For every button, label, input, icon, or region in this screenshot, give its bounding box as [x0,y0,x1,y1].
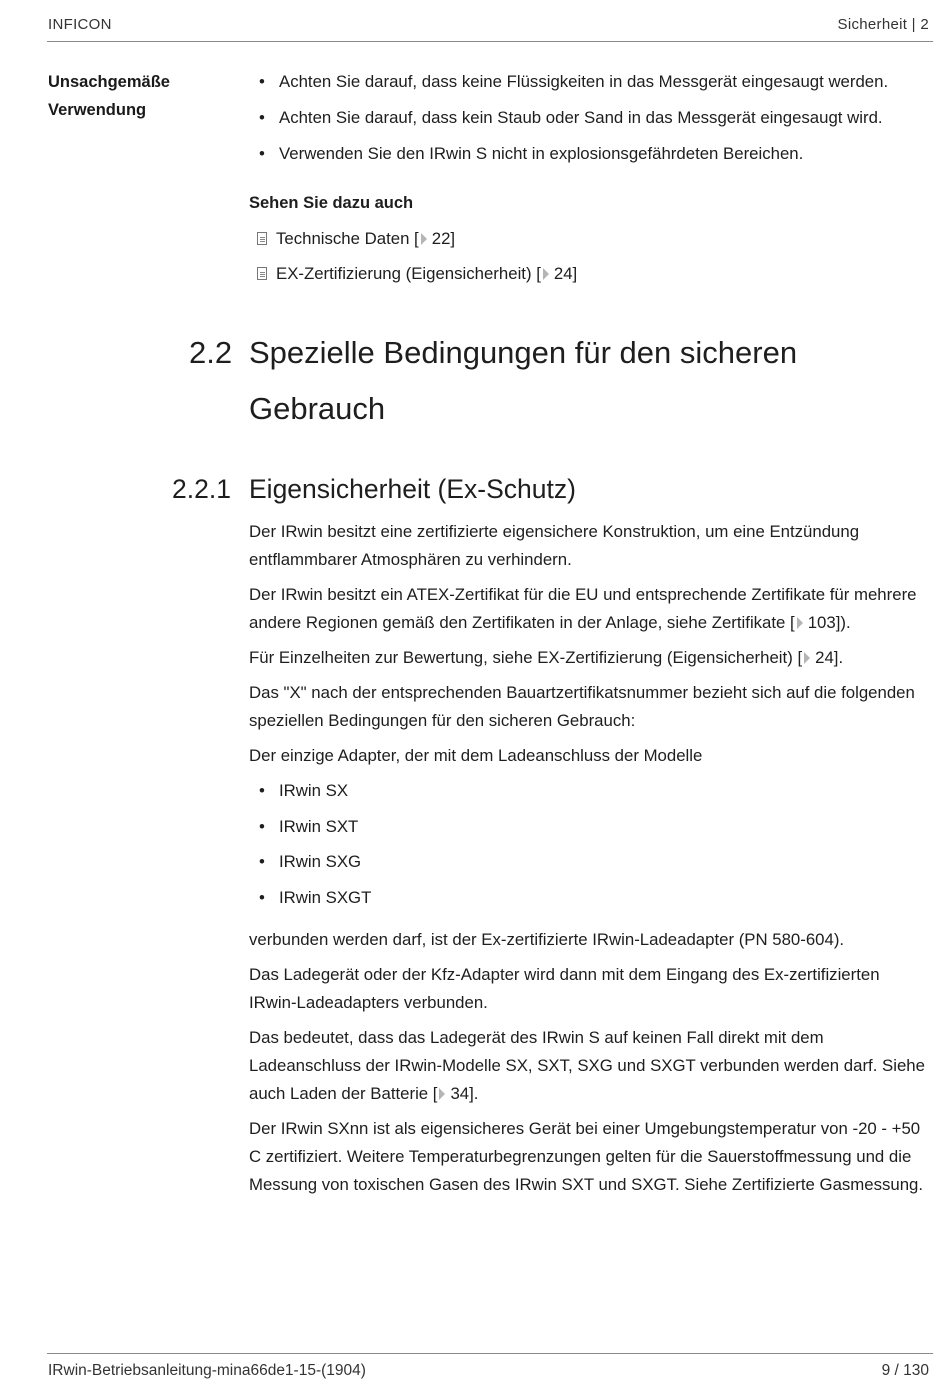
link-page[interactable]: 24] [553,264,578,283]
page-reference-link[interactable]: 103]). [807,613,851,632]
document-id: IRwin-Betriebsanleitung-mina66de1-15-(1904) [48,1362,366,1379]
list-item [259,140,939,176]
link-text[interactable]: EX-Zertifizierung (Eigensicherheit) [ [276,264,541,283]
margin-label-line2: Verwendung [48,101,147,119]
page-reference-link[interactable]: 34]. [450,1084,479,1103]
list-item-text: Achten Sie darauf, dass kein Staub oder Sand in das Messgerät eingesaugt wird. [279,108,883,127]
link-page[interactable]: 22] [431,229,456,248]
model-name: IRwin SXGT [279,887,372,907]
page-footer [47,1353,933,1379]
subsection-number: 2.2.1 [172,474,231,504]
section-title: Spezielle Bedingungen für den sicheren Gebrauch [249,335,798,426]
list-item [259,884,931,920]
see-also-link-ex-certification[interactable] [257,260,577,295]
section-body [249,518,931,1206]
paragraph-text: Für Einzelheiten zur Bewertung, siehe EX-Zertifizierung (Eigensicherheit) [ [249,648,803,667]
bullet-icon: • [259,887,265,907]
list-item [259,777,931,813]
page-arrow-icon [804,652,810,664]
page-header [47,14,933,42]
model-name: IRwin SX [279,781,349,800]
brand-name: INFICON [48,16,112,33]
document-icon [257,267,267,280]
subsection-title: Eigensicherheit (Ex-Schutz) [249,474,576,504]
page-arrow-icon [439,1088,445,1100]
link-text[interactable]: Technische Daten [ [276,229,419,248]
see-also-link-technical-data[interactable] [257,225,577,260]
page-arrow-icon [797,617,803,629]
model-name: IRwin SXG [279,852,362,871]
paragraph-text: Das bedeutet, dass das Ladegerät des IRwin S auf keinen Fall direkt mit dem Ladeanschluss der IRwin-Modelle SX, SXT, SXG und SXGT verbunden werden darf. Siehe auch Laden der Batterie [ [249,1028,925,1103]
margin-label [48,68,228,124]
paragraph: Der einzige Adapter, der mit dem Ladeanschluss der Modelle [249,746,703,765]
see-also-heading: Sehen Sie dazu auch [249,194,414,212]
bullet-icon: • [259,781,265,800]
see-also-list [257,225,577,295]
section-number: 2.2 [189,335,233,370]
paragraph-text: Der IRwin besitzt ein ATEX-Zertifikat für die EU und entsprechende Zertifikate für mehrere andere Regionen gemäß den Zertifikaten in der Anlage, siehe Zertifikate [ [249,585,917,632]
model-list [249,777,931,919]
margin-label-line1: Unsachgemäße [48,73,170,91]
paragraph: Der IRwin SXnn ist als eigensicheres Gerät bei einer Umgebungstemperatur von -20 - +50 C zertifiziert. Weitere Temperaturbegrenzungen gelten für die Sauerstoffmessung und die Messung von toxischen Gasen des IRwin SXT und SXGT. Siehe Zertifizierte Gasmessung. [249,1119,924,1194]
paragraph: Der IRwin besitzt eine zertifizierte eigensichere Konstruktion, um eine Entzündung entflammbarer Atmosphären zu verhindern. [249,522,860,569]
paragraph-with-reference [249,581,931,637]
page-arrow-icon [543,268,549,280]
document-icon [257,232,267,245]
list-item [259,104,939,140]
list-item [259,848,931,884]
paragraph: Das "X" nach der entsprechenden Bauartzertifikatsnummer bezieht sich auf die folgenden speziellen Bedingungen für den sicheren Gebrauch: [249,683,915,730]
misuse-bullet-list [259,68,939,176]
model-name: IRwin SXT [279,816,359,836]
paragraph-with-reference [249,1024,931,1108]
bullet-icon: • [259,108,265,127]
bullet-icon: • [259,816,265,836]
paragraph: verbunden werden darf, ist der Ex-zertifizierte IRwin-Ladeadapter (PN 580-604). [249,930,845,949]
list-item [259,813,931,849]
page-number: 9 / 130 [881,1362,929,1379]
paragraph-with-reference [249,644,931,672]
page-reference-link[interactable]: 24]. [815,648,844,667]
list-item [259,68,939,104]
paragraph: Das Ladegerät oder der Kfz-Adapter wird dann mit dem Eingang des Ex-zertifizierten IRwin-Ladeadapters verbunden. [249,965,880,1012]
section-indicator: Sicherheit | 2 [837,16,929,33]
list-item-text: Verwenden Sie den IRwin S nicht in explosionsgefährdeten Bereichen. [279,144,804,163]
list-item-text: Achten Sie darauf, dass keine Flüssigkeiten in das Messgerät eingesaugt werden. [279,72,889,91]
bullet-icon: • [259,144,265,163]
bullet-icon: • [259,852,265,871]
bullet-icon: • [259,72,265,91]
page-arrow-icon [421,233,427,245]
